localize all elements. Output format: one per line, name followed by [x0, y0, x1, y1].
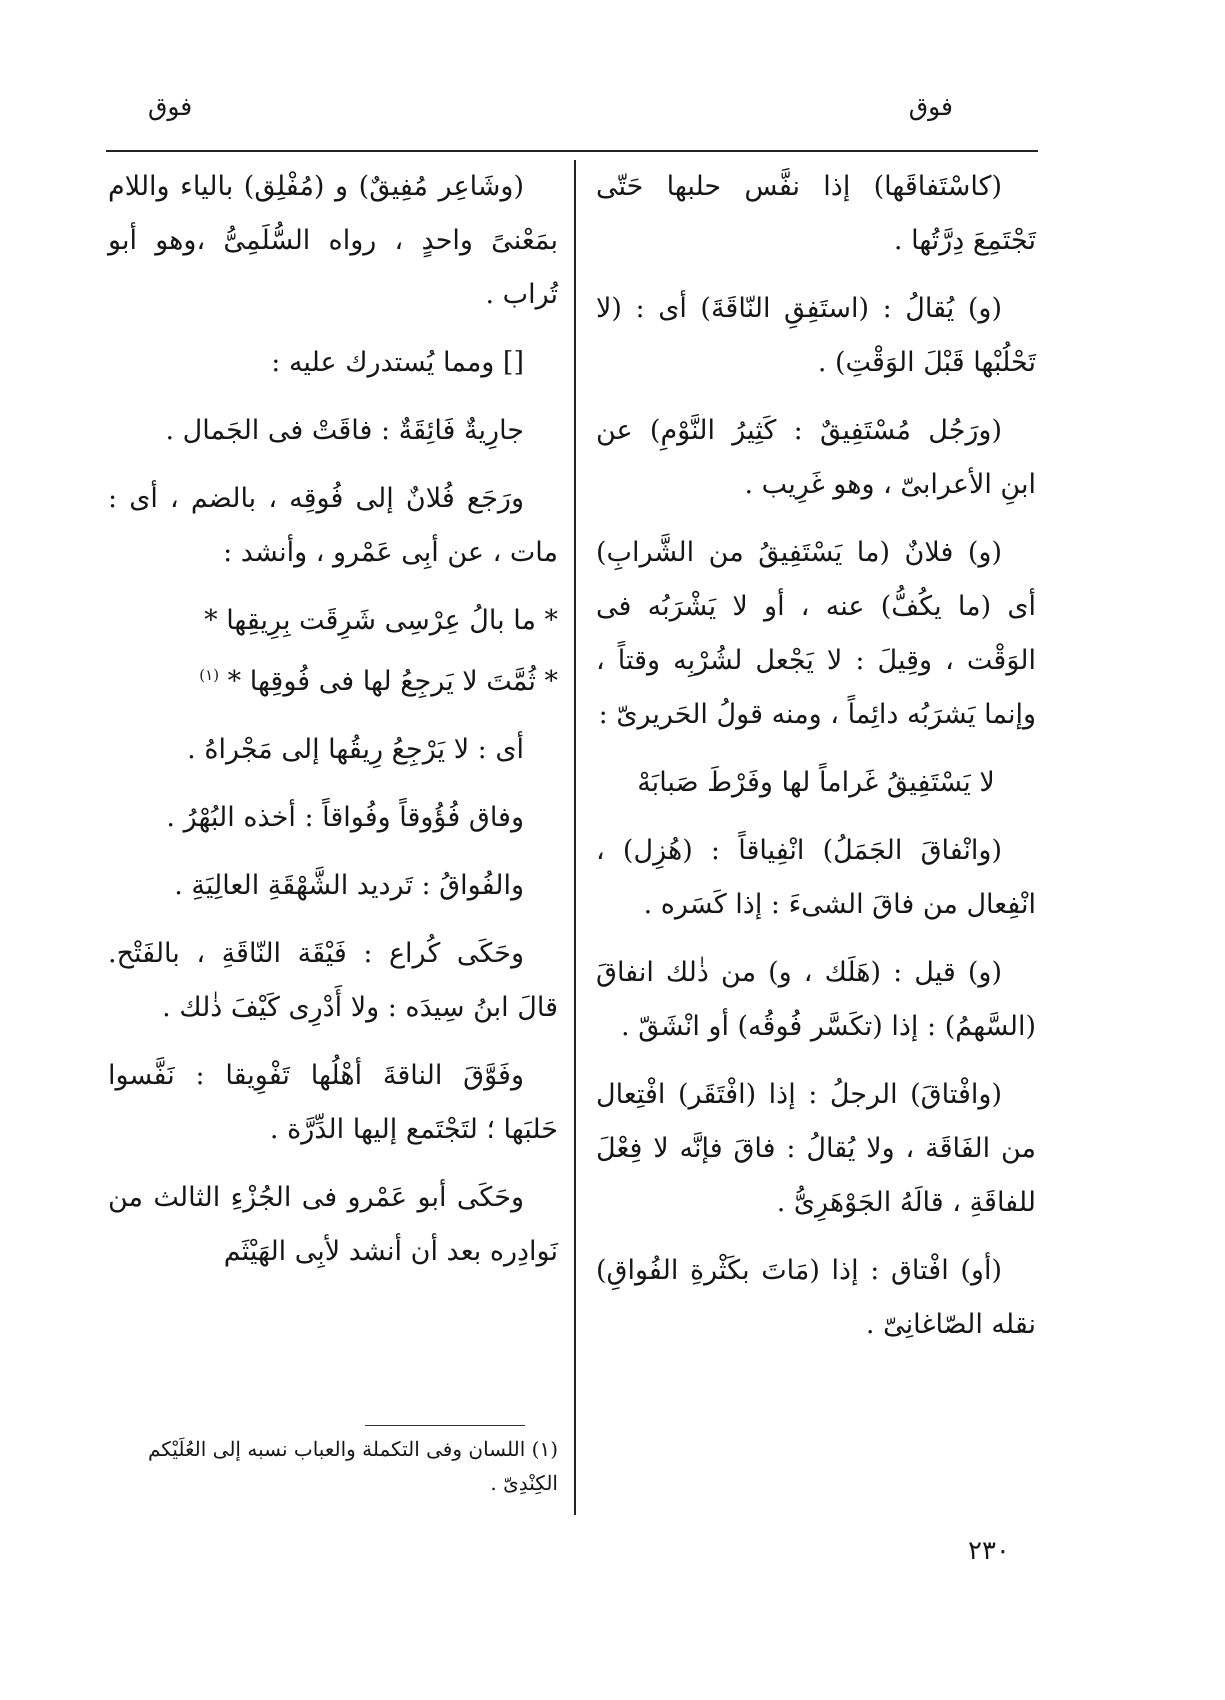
footnote: (١) اللسان وفى التكملة والعباب نسبه إلى العُلَيْكم الكِنْدِىّ . [148, 1437, 558, 1495]
verse-line [108, 648, 558, 709]
entry-paragraph: ورَجَع فُلانٌ إلى فُوقِه ، بالضم ، أى : مات ، عن أبِى عَمْرو ، وأنشد : [108, 483, 558, 568]
entry-paragraph: (و) يُقالُ : (استَفِقِ النّاقَةَ) أى : (لا تَحْلُبْها قَبْلَ الوَقْتِ) . [596, 293, 1036, 378]
running-header-right: فوق [908, 92, 953, 121]
left-column [108, 160, 558, 1293]
entry-paragraph: وفاق فُؤُوقاً وفُواقاً : أخذه البُهْرُ . [166, 802, 524, 833]
entry-paragraph: وفَوَّقَ الناقةَ أهْلُها تَفْوِيقا : نَفَّسوا حَلبَها ؛ لتَجْتَمع إليها الدِّرَّة . [108, 1060, 558, 1145]
entry-paragraph: (أو) افْتاق : إذا (مَاتَ بكَثْرةِ الفُواقِ) نقله الصّاغانِىّ . [596, 1255, 1036, 1340]
entry-paragraph: (و) قيل : (هَلَك ، و) من ذٰلك انفاقَ (السَّهمُ) : إذا (تكَسَّر فُوقُه) أو انْشَقّ . [596, 957, 1036, 1042]
column-divider [574, 160, 576, 1515]
entry-paragraph: (وشَاعِر مُفِيقٌ) و (مُفْلِق) بالياء واللام بمَعْنىً واحدٍ ، رواه السُّلَمِىُّ ،وهو أبو تُراب . [108, 171, 558, 310]
addendum-heading: [] ومما يُستدرك عليه : [271, 347, 524, 378]
entry-paragraph: (ورَجُل مُسْتَفِيقٌ : كَثِيرُ النَّوْمِ) عن ابنِ الأعرابىّ ، وهو غَرِيب . [596, 415, 1036, 500]
entry-paragraph: (وانْفاقَ الجَمَلُ) انْفِياقاً : (هُزِل) ، انْفِعال من فاقَ الشىءَ : إذا كَسَره . [596, 835, 1036, 920]
quoted-verse: لا يَسْتَفِيقُ غَراماً لها وفَرْطَ صَبابَهْ [637, 767, 995, 798]
entry-paragraph: وحَكَى أبو عَمْرو فى الجُزْءِ الثالث من نَوادِره بعد أن أنشد لأبِى الهَيْثَم [108, 1182, 558, 1267]
entry-paragraph: جارِيةٌ فَائِقَةٌ : فاقَتْ فى الجَمال . [165, 415, 524, 446]
entry-paragraph: والفُواقُ : تَرديد الشَّهْقَةِ العالِيَةِ . [174, 870, 524, 901]
right-column [596, 160, 1036, 1366]
footnote-rule [365, 1425, 525, 1426]
entry-paragraph: أى : لا يَرْجِعُ رِيقُها إلى مَجْراهُ . [187, 734, 524, 765]
header-rule [106, 150, 1038, 152]
footnote-marker: (١) [199, 666, 220, 684]
page-number: ٢٣٠ [968, 1536, 1010, 1566]
entry-paragraph: (و) فلانٌ (ما يَسْتَفِيقُ من الشَّرابِ) أى (ما يكُفُّ) عنه ، أو لا يَشْرَبُه فى الوَقْت ، وقِيلَ : لا يَجْعل لشُرْبِه وقتاً ، وإنما يَشرَبُه دائِماً ، ومنه قولُ الحَريرىّ : [596, 537, 1036, 730]
verse-line: * ما بالُ عِرْسِى شَرِقَت بِرِيقِها * [204, 605, 558, 636]
entry-paragraph: (وافْتاقَ) الرجلُ : إذا (افْتَقَر) افْتِعال من الفَاقَة ، ولا يُقالُ : فاقَ فإنَّه لا فِعْلَ للفاقَةِ ، قالَهُ الجَوْهَرِىُّ . [596, 1079, 1036, 1218]
entry-paragraph: (كاسْتَفاقَها) إذا نفَّس حلبها حَتّى تَجْتَمِعَ دِرَّتُها . [596, 171, 1036, 256]
verse-text: * ثُمَّتَ لا يَرجِعُ لها فى فُوقِها * [227, 666, 558, 697]
entry-paragraph: وحَكَى كُراع : فَيْقَة النّاقَةِ ، بالفَتْح. قالَ ابنُ سِيدَه : ولا أَدْرِى كَيْفَ ذٰلك . [108, 938, 558, 1023]
running-header-left: فوق [148, 92, 193, 121]
